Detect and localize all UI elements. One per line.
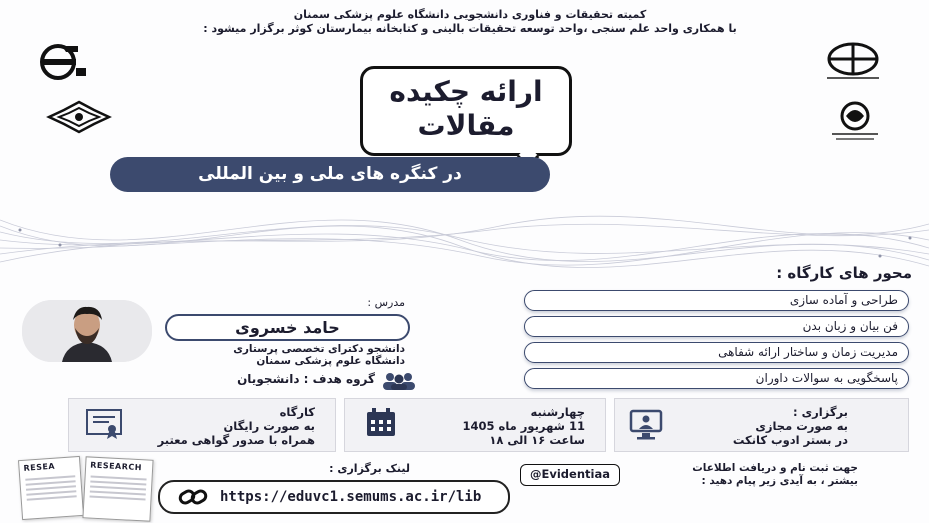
venue-line-2: در بستر ادوب کانکت	[732, 433, 848, 447]
axis-item: طراحی و آماده سازی	[524, 290, 909, 311]
workshop-link[interactable]: https://eduvc1.semums.ac.ir/lib	[158, 480, 510, 514]
header	[200, 8, 740, 36]
research-committee-logo	[823, 42, 883, 82]
header-line-1: کمیته تحقیقات و فناوری دانشجویی دانشگاه علوم پزشکی سمنان	[293, 8, 647, 21]
scientometrics-unit-logo	[828, 100, 882, 144]
monitor-user-icon	[629, 409, 663, 445]
geometric-star-logo	[34, 100, 124, 134]
contact-text	[628, 462, 858, 488]
time-card	[344, 398, 606, 452]
title-line-2: مقالات	[417, 109, 515, 142]
title-line-1: ارائه چکیده	[389, 75, 543, 108]
axes-title: محور های کارگاه :	[776, 264, 912, 282]
calendar-icon	[365, 408, 397, 442]
paper-heading-left: RESEA	[23, 461, 56, 473]
people-icon	[380, 372, 418, 394]
venue-card	[614, 398, 909, 452]
axis-item: پاسخگویی به سوالات داوران	[524, 368, 909, 389]
header-line-2: با همکاری واحد علم سنجی ،واحد توسعه تحقیقات بالینی و کتابخانه بیمارستان کوثر برگزار میشود :	[203, 22, 737, 35]
teacher-degree: دانشجو دکترای تخصصی پرستاری	[233, 343, 405, 355]
time-date: 11 شهریور ماه 1405	[462, 419, 585, 433]
time-hours: ساعت ۱۶ الی ۱۸	[489, 433, 585, 447]
workshop-card	[68, 398, 336, 452]
venue-line-1: به صورت مجازی	[755, 419, 848, 433]
title-box	[360, 66, 572, 156]
contact-handle[interactable]: @Evidentiaa	[520, 464, 620, 486]
venue-title: برگزاری :	[792, 405, 848, 419]
teacher-name: حامد خسروی	[165, 314, 410, 341]
teacher-photo	[22, 300, 152, 362]
research-paper-right	[82, 456, 153, 521]
contact-line-2: بیشتر ، به آیدی زیر پیام دهید :	[701, 475, 858, 487]
time-title: چهارشنبه	[530, 405, 585, 419]
university-logo	[32, 42, 88, 82]
research-paper-left	[18, 456, 84, 520]
workshop-certificate: همراه با صدور گواهی معتبر	[157, 433, 315, 447]
teacher-label: مدرس :	[367, 296, 405, 309]
axis-item: فن بیان و زبان بدن	[524, 316, 909, 337]
paper-heading-right: RESEARCH	[89, 460, 143, 473]
axis-item: مدیریت زمان و ساختار ارائه شفاهی	[524, 342, 909, 363]
workshop-title: کارگاه	[279, 405, 315, 419]
contact-line-1: جهت ثبت نام و دریافت اطلاعات	[692, 462, 858, 474]
link-label: لینک برگزاری :	[329, 462, 410, 475]
teacher-description	[200, 343, 405, 367]
chain-link-icon	[178, 487, 208, 511]
teacher-university: دانشگاه علوم پزشکی سمنان	[256, 355, 405, 367]
certificate-icon	[85, 408, 123, 444]
target-group: گروه هدف : دانشجویان	[237, 372, 375, 386]
subtitle-ribbon: در کنگره های ملی و بین المللی	[110, 157, 550, 192]
workshop-free: به صورت رایگان	[223, 419, 315, 433]
